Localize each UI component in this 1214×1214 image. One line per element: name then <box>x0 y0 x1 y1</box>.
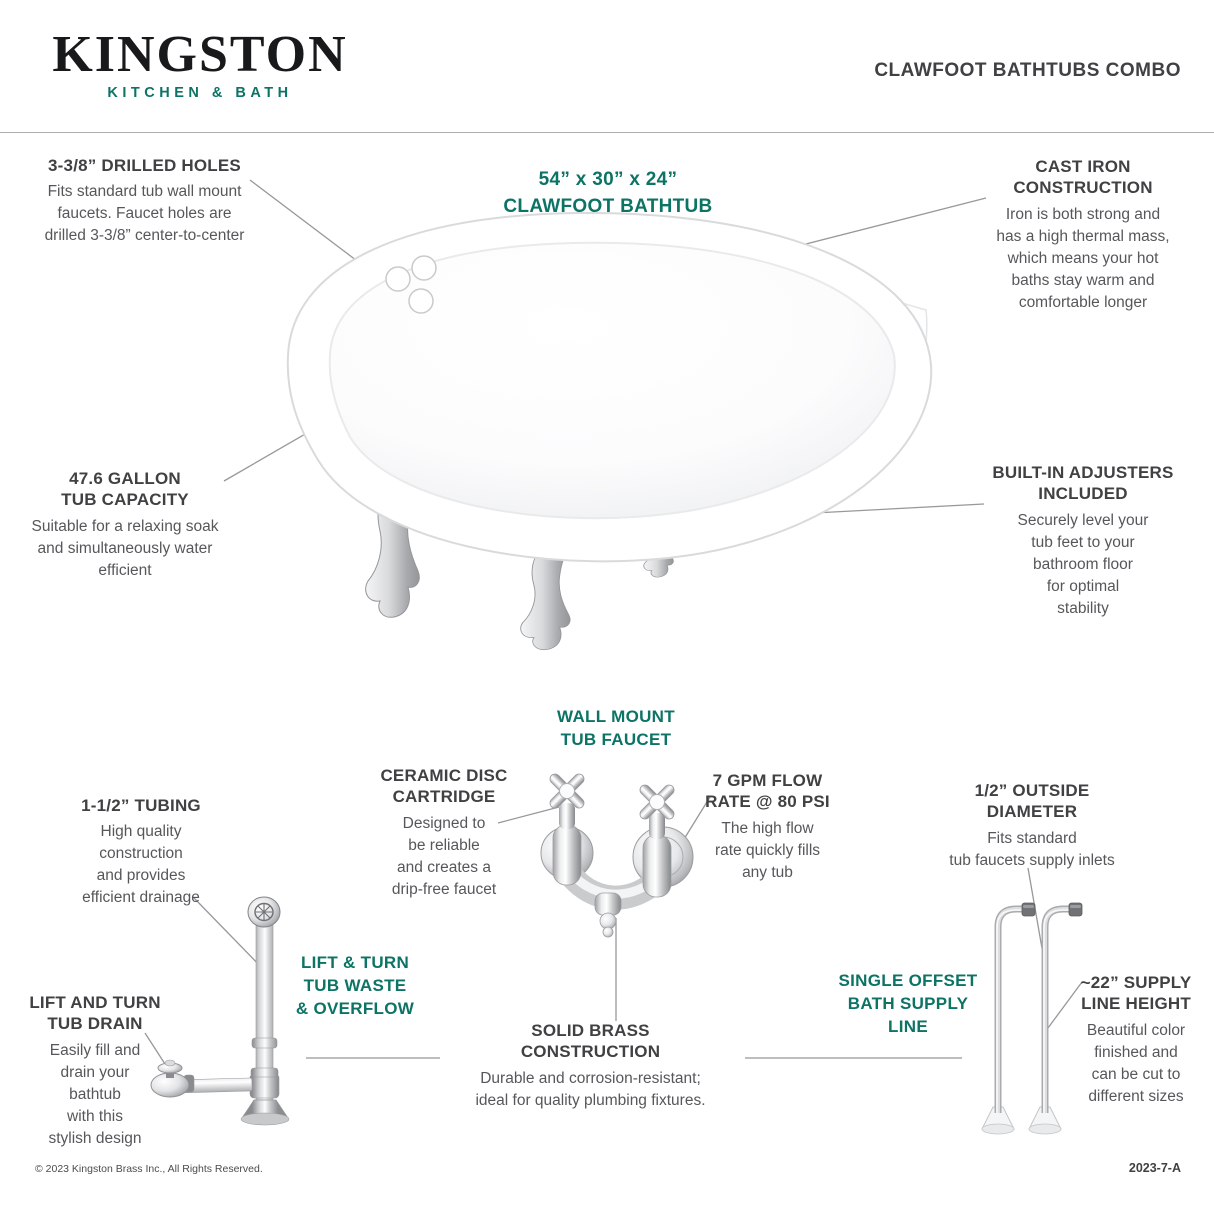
callout-adjusters <box>986 462 1180 620</box>
supply-nut-right-highlight <box>1070 905 1081 908</box>
supply-line-heading-text: SINGLE OFFSET BATH SUPPLY LINE <box>838 971 978 1036</box>
tub-drain-body: Easily fill and drain your bathtub with this stylish design <box>48 1041 142 1147</box>
faucet-image <box>505 755 720 940</box>
drain-coupling-upper <box>252 1038 277 1048</box>
flow-rate-body: The high flow rate quickly fills any tub <box>714 819 821 881</box>
waste-overflow-heading <box>286 952 424 1021</box>
brand-name: KINGSTON <box>52 26 348 83</box>
faucet-finial-tip <box>603 927 613 937</box>
waste-overflow-heading-text: LIFT & TURN TUB WASTE & OVERFLOW <box>295 953 415 1018</box>
callout-drilled-holes <box>22 155 267 247</box>
callout-solid-brass <box>438 1020 743 1112</box>
tub-drain-title: LIFT AND TURN TUB DRAIN <box>29 993 161 1034</box>
drain-coupling-lower <box>251 1068 278 1077</box>
callout-capacity <box>15 468 235 582</box>
cast-iron-title: CAST IRON CONSTRUCTION <box>1013 157 1153 198</box>
tubing-title: 1-1/2” TUBING <box>81 796 201 815</box>
faucet-body-left <box>553 825 581 885</box>
bathtub-image <box>278 205 938 655</box>
supply-nut-right <box>1069 903 1082 916</box>
cast-iron-body: Iron is both strong and has a high thermal mass, which means your hot baths stay warm and comfortable longer <box>996 205 1170 311</box>
callout-ceramic-cartridge <box>380 765 508 901</box>
brand-logo <box>35 26 365 101</box>
supply-pipe-left <box>997 909 1023 1113</box>
wall-mount-faucet-heading <box>516 706 716 752</box>
capacity-body: Suitable for a relaxing soak and simultaneously water efficient <box>31 517 219 579</box>
footer-copyright: © 2023 Kingston Brass Inc., All Rights Reserved. <box>35 1163 263 1175</box>
faucet-stem-right <box>649 813 665 839</box>
supply-line-heading <box>836 970 980 1039</box>
adjusters-title: BUILT-IN ADJUSTERS INCLUDED <box>992 463 1174 504</box>
drain-base-ring <box>241 1113 289 1125</box>
drilled-holes-title: 3-3/8” DRILLED HOLES <box>48 156 241 175</box>
overflow-strainer-head <box>248 897 280 927</box>
faucet-spout <box>595 893 621 915</box>
callout-tub-drain <box>25 992 165 1150</box>
callout-cast-iron <box>985 156 1181 314</box>
faucet-stem-left <box>559 803 575 829</box>
callout-supply-height <box>1066 972 1206 1108</box>
page-title: CLAWFOOT BATHTUBS COMBO <box>874 60 1181 81</box>
faucet-finial-top <box>600 913 616 929</box>
supply-nut-left-highlight <box>1023 905 1034 908</box>
brand-tagline: KITCHEN & BATH <box>107 85 293 102</box>
callout-tubing <box>72 795 210 909</box>
ceramic-body: Designed to be reliable and creates a drip-free faucet <box>391 814 497 898</box>
wall-mount-faucet-heading-text: WALL MOUNT TUB FAUCET <box>557 707 675 749</box>
callout-outside-diameter <box>933 780 1131 872</box>
tubing-body: High quality construction and provides efficient drainage <box>82 823 200 907</box>
drain-stopper-knob <box>165 1060 175 1066</box>
solid-brass-body: Durable and corrosion-resistant; ideal for quality plumbing fixtures. <box>475 1069 706 1109</box>
ceramic-title: CERAMIC DISC CARTRIDGE <box>380 766 508 807</box>
adjusters-body: Securely level your tub feet to your bathroom floor for optimal stability <box>1017 511 1149 617</box>
faucet-body-right <box>643 835 671 897</box>
solid-brass-title: SOLID BRASS CONSTRUCTION <box>520 1021 661 1062</box>
supply-nut-left <box>1022 903 1035 916</box>
tub-size-title-text: 54” x 30” x 24” CLAWFOOT BATHTUB <box>503 169 713 217</box>
supply-height-title: ~22” SUPPLY LINE HEIGHT <box>1080 973 1192 1014</box>
drilled-holes-body: Fits standard tub wall mount faucets. Faucet holes are drilled 3-3/8” center-to-center <box>44 183 245 245</box>
outside-diameter-body: Fits standard tub faucets supply inlets <box>949 829 1115 869</box>
header-divider <box>0 132 1214 133</box>
capacity-title: 47.6 GALLON TUB CAPACITY <box>61 469 189 510</box>
tub-size-title <box>458 167 758 220</box>
supply-height-body: Beautiful color finished and can be cut to different sizes <box>1086 1021 1186 1105</box>
callout-flow-rate <box>690 770 845 884</box>
footer-doc-code: 2023-7-A <box>1128 1161 1181 1175</box>
drain-tee-junction <box>250 1074 279 1098</box>
outside-diameter-title: 1/2” OUTSIDE DIAMETER <box>974 781 1090 822</box>
flow-rate-title: 7 GPM FLOW RATE @ 80 PSI <box>705 771 830 812</box>
